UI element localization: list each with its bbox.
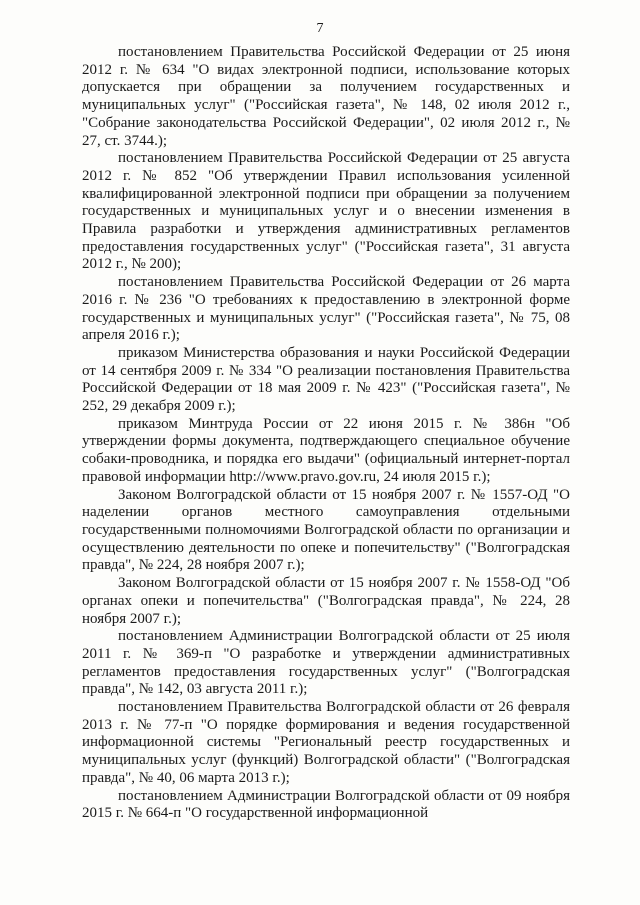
paragraph-10: постановлением Администрации Волгоградской области от 09 ноября 2015 г. № 664-п "О государственной информационной	[82, 787, 570, 822]
paragraph-6: Законом Волгоградской области от 15 ноября 2007 г. № 1557-ОД "О наделении органов местного самоуправления отдельными государственными полномочиями Волгоградской области по организации и осуществлению деятельности по опеке и попечительству" ("Волгоградская правда", № 224, 28 ноября 2007 г.);	[82, 486, 570, 574]
paragraph-8: постановлением Администрации Волгоградской области от 25 июля 2011 г. № 369-п "О разработке и утверждении административных регламентов предоставления государственных услуг" ("Волгоградская правда", № 142, 03 августа 2011 г.);	[82, 628, 570, 698]
paragraph-4: приказом Министерства образования и науки Российской Федерации от 14 сентября 2009 г. № 334 "О реализации постановления Правительства Российской Федерации от 18 мая 2009 г. № 423" ("Российская газета", № 252, 29 декабря 2009 г.);	[82, 344, 570, 415]
paragraph-5: приказом Минтруда России от 22 июня 2015 г. № 386н "Об утверждении формы документа, подтверждающего специальное обучение собаки-проводника, и порядка его выдачи" (официальный интернет-портал правовой информации http://www.pravo.gov.ru, 24 июля 2015 г.);	[82, 415, 570, 485]
paragraph-1: постановлением Правительства Российской Федерации от 25 июня 2012 г. № 634 "О видах электронной подписи, использование которых допускается при обращении за получением государственных и муниципальных услуг" ("Российская газета", № 148, 02 июля 2012 г., "Собрание законодательства Российской Федерации", 02 июля 2012 г., № 27, ст. 3744.);	[82, 44, 570, 149]
page-number: 7	[316, 21, 324, 36]
paragraph-3: постановлением Правительства Российской Федерации от 26 марта 2016 г. № 236 "О требованиях к предоставлению в электронной форме государственных и муниципальных услуг" ("Российская газета", № 75, 08 апреля 2016 г.);	[82, 274, 570, 344]
paragraph-7: Законом Волгоградской области от 15 ноября 2007 г. № 1558-ОД "Об органах опеки и попечительства" ("Волгоградская правда", № 224, 28 ноября 2007 г.);	[82, 575, 570, 627]
paragraph-2: постановлением Правительства Российской Федерации от 25 августа 2012 г. № 852 "Об утверждении Правил использования усиленной квалифицированной электронной подписи при обращении за получением государственных и муниципальных услуг и о внесении изменения в Правила разработки и утверждения административных регламентов предоставления государственных услуг" ("Российская газета", 31 августа 2012 г., № 200);	[82, 150, 570, 273]
paragraph-9: постановлением Правительства Волгоградской области от 26 февраля 2013 г. № 77-п "О порядке формирования и ведения государственной информационной системы "Региональный реестр государственных и муниципальных услуг (функций) Волгоградской области" ("Волгоградская правда", № 40, 06 марта 2013 г.);	[82, 699, 570, 786]
document-body	[82, 44, 570, 823]
